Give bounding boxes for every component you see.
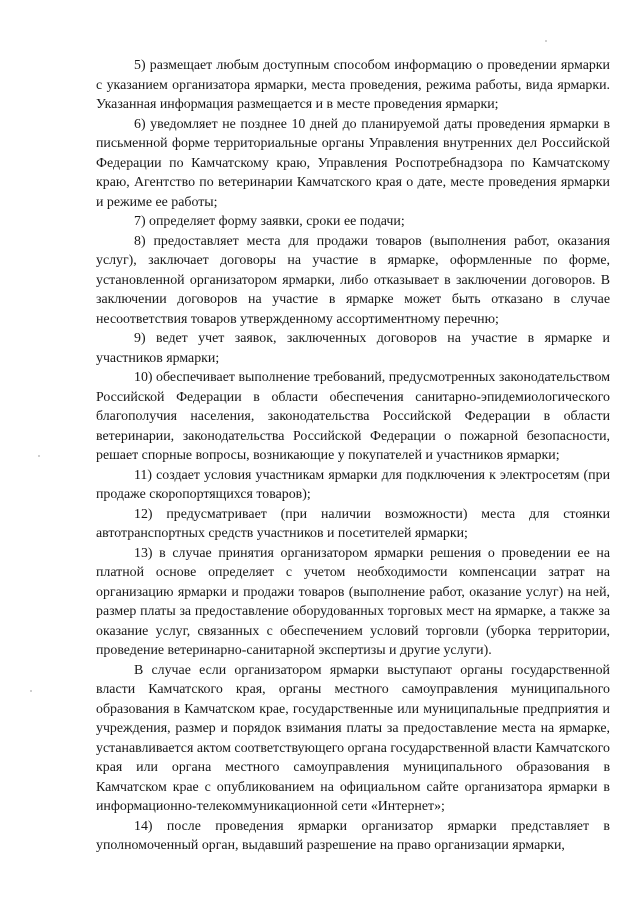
paragraph-item-9: 9) ведет учет заявок, заключенных договоров на участие в ярмарке и участников ярмарки; bbox=[96, 331, 610, 366]
paragraph-item-6: 6) уведомляет не позднее 10 дней до планируемой даты проведения ярмарки в письменной форме территориальные органы Управления внутренних дел Российской Федерации по Камчатскому краю, Управления Роспотребнадзора по Камчатскому краю, Агентство по ветеринарии Камчатского края о дате, месте проведения ярмарки и режиме ее работы; bbox=[96, 116, 610, 210]
scan-speck bbox=[30, 690, 32, 692]
paragraph-item-8: 8) предоставляет места для продажи товаров (выполнения работ, оказания услуг), заключает договоры на участие в ярмарке, оформленные по форме, установленной организатором ярмарки, либо отказывает в заключении договоров. В заключении договоров на участие в ярмарке может быть отказано в случае несоответствия товаров утвержденному ассортиментному перечню; bbox=[96, 233, 610, 327]
paragraph-item-7: 7) определяет форму заявки, сроки ее подачи; bbox=[134, 214, 405, 229]
document-page bbox=[96, 56, 610, 886]
paragraph-item-11: 11) создает условия участникам ярмарки для подключения к электросетям (при продаже скоропортящихся товаров); bbox=[96, 467, 610, 502]
paragraph-fee-note: В случае если организатором ярмарки выступают органы государственной власти Камчатского края, органы местного самоуправления муниципального образования в Камчатском крае, государственные или муниципальные предприятия и учреждения, размер и порядок взимания платы за предоставление места на ярмарке, устанавливается актом соответствующего органа государственной власти Камчатского края или органа местного самоуправления муниципального образования в Камчатском крае с опубликованием на официальном сайте организатора ярмарки в информационно-телекоммуникационной сети «Интернет»; bbox=[96, 662, 610, 814]
paragraph-item-5: 5) размещает любым доступным способом информацию о проведении ярмарки с указанием организатора ярмарки, места проведения, режима работы, вида ярмарки. Указанная информация размещается и в месте проведения ярмарки; bbox=[96, 58, 610, 112]
paragraph-item-13: 13) в случае принятия организатором ярмарки решения о проведении ее на платной основе определяет с учетом необходимости компенсации затрат на организацию ярмарки и продажи товаров (выполнение работ, оказание услуг) на ней, размер платы за предоставление оборудованных торговых мест на ярмарке, а также за оказание услуг, связанных с обеспечением условий торговли (уборка территории, проведение ветеринарно-санитарной экспертизы и другие услуги). bbox=[96, 545, 610, 658]
paragraph-item-10: 10) обеспечивает выполнение требований, предусмотренных законодательством Российской Федерации в области обеспечения санитарно-эпидемиологического благополучия населения, законодательства Российской Федерации в области ветеринарии, законодательства Российской Федерации о пожарной безопасности, решает спорные вопросы, возникающие у покупателей и участников ярмарки; bbox=[96, 370, 610, 463]
paragraph-item-14: 14) после проведения ярмарки организатор ярмарки представляет в уполномоченный орган, выдавший разрешение на право организации ярмарки, bbox=[96, 818, 610, 853]
scan-speck bbox=[545, 40, 547, 42]
scan-speck bbox=[38, 455, 40, 457]
paragraph-item-12: 12) предусматривает (при наличии возможности) места для стоянки автотранспортных средств участников и посетителей ярмарки; bbox=[96, 506, 610, 541]
